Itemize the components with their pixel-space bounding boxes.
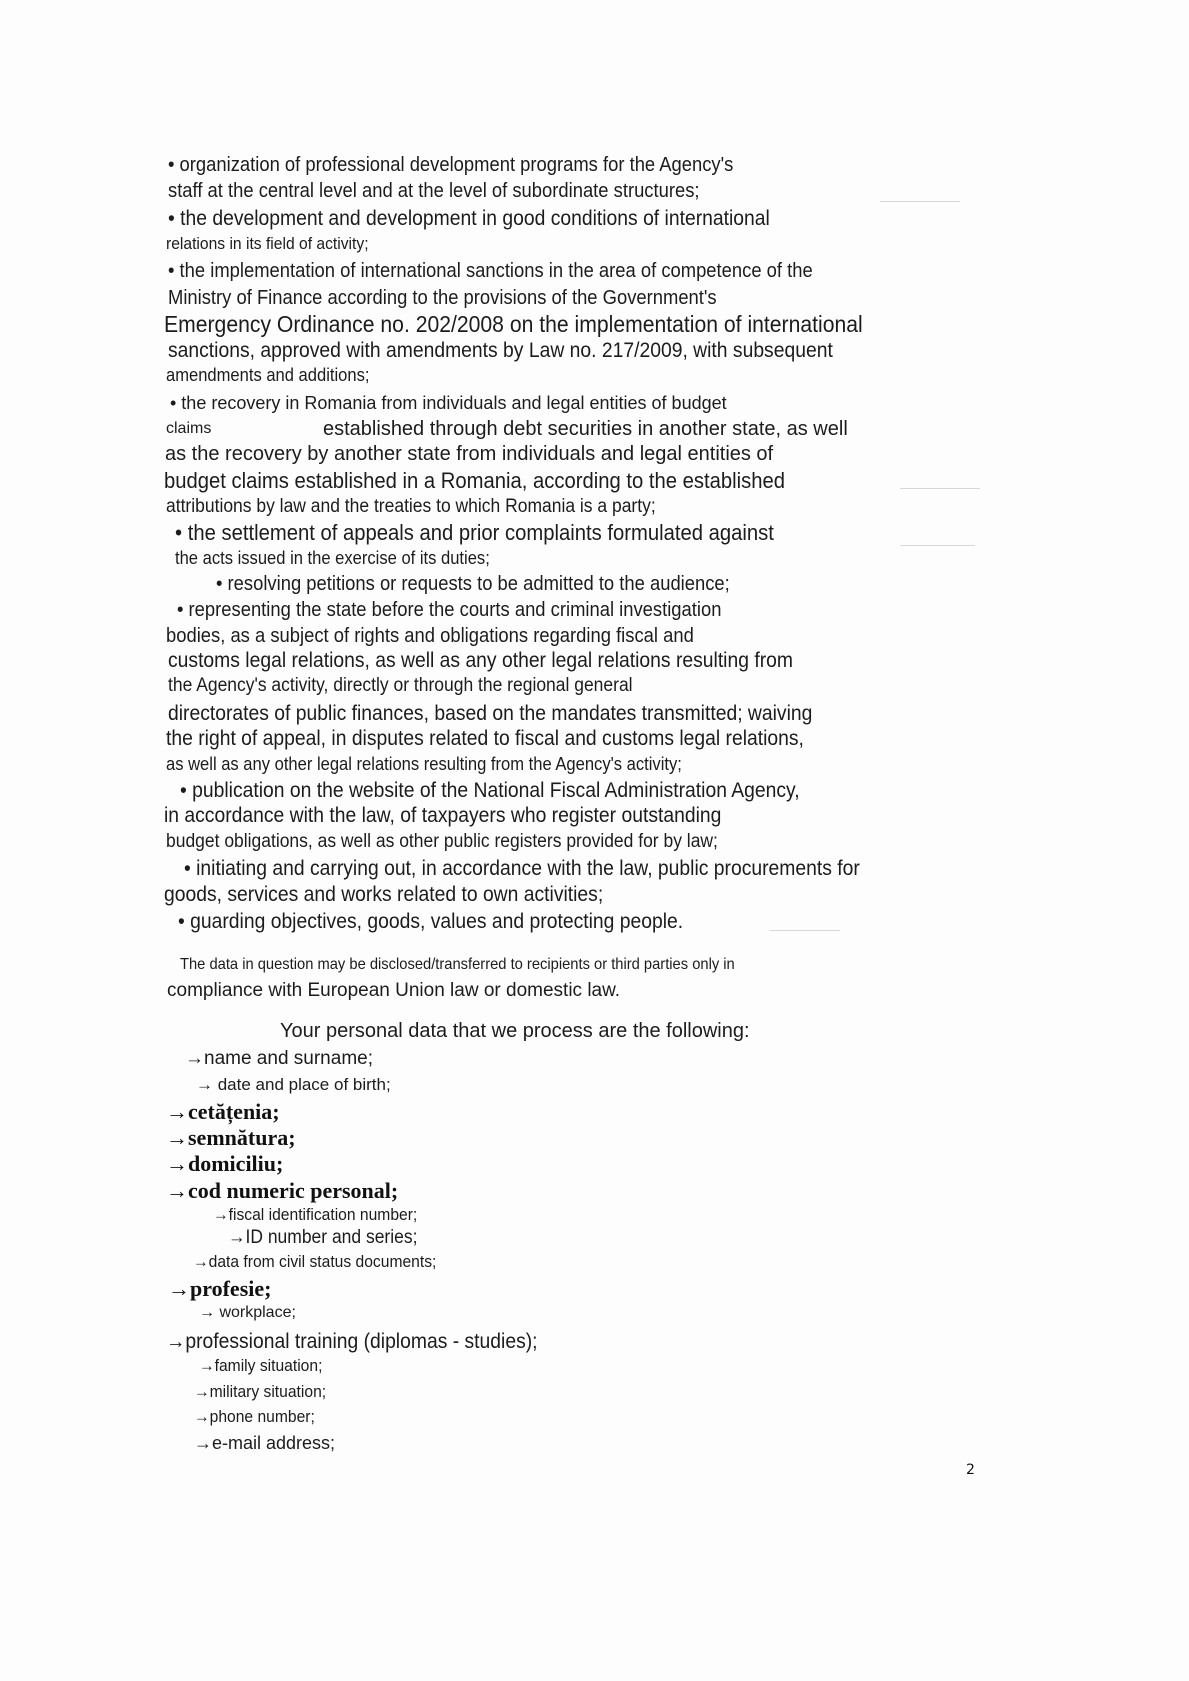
text-line: relations in its field of activity; — [166, 234, 369, 253]
personal-data-item: →data from civil status documents; — [193, 1252, 437, 1271]
personal-data-item: →phone number; — [194, 1407, 315, 1426]
text-line: Ministry of Finance according to the provisions of the Government's — [168, 287, 717, 309]
personal-data-item: → date and place of birth; — [196, 1075, 391, 1094]
personal-data-item: →family situation; — [199, 1356, 323, 1375]
text-line: • the implementation of international sanctions in the area of competence of the — [168, 260, 813, 282]
personal-data-item: → workplace; — [199, 1304, 296, 1321]
text-line: the acts issued in the exercise of its duties; — [175, 548, 490, 568]
text-line: in accordance with the law, of taxpayers who register outstanding — [164, 804, 722, 827]
text-line: amendments and additions; — [166, 365, 370, 385]
personal-data-item: →domiciliu; — [166, 1151, 284, 1176]
text-line: • the settlement of appeals and prior complaints formulated against — [175, 520, 774, 545]
personal-data-item: →ID number and series; — [228, 1227, 418, 1248]
disclosure-line-1: The data in question may be disclosed/transferred to recipients or third parties only in — [180, 956, 735, 973]
text-line: customs legal relations, as well as any other legal relations resulting from — [168, 649, 793, 672]
text-line: • organization of professional development programs for the Agency's — [168, 154, 734, 176]
text-line: sanctions, approved with amendments by Law no. 217/2009, with subsequent — [168, 339, 833, 362]
text-line: as well as any other legal relations resulting from the Agency's activity; — [166, 754, 682, 774]
text-line: • the recovery in Romania from individuals and legal entities of budget — [170, 393, 727, 413]
personal-data-item: →semnătura; — [166, 1125, 296, 1150]
personal-data-item: →profesie; — [168, 1276, 272, 1301]
text-line: established through debt securities in another state, as well — [323, 418, 848, 440]
text-line: claims — [166, 420, 212, 437]
personal-data-item: →e-mail address; — [194, 1433, 336, 1453]
text-line: attributions by law and the treaties to which Romania is a party; — [166, 496, 656, 517]
text-line: • publication on the website of the National Fiscal Administration Agency, — [180, 779, 800, 802]
text-line: Emergency Ordinance no. 202/2008 on the implementation of international — [164, 311, 863, 337]
text-line: as the recovery by another state from individuals and legal entities of — [165, 443, 774, 465]
personal-data-item: →name and surname; — [185, 1048, 373, 1069]
text-line: • guarding objectives, goods, values and protecting people. — [178, 910, 684, 933]
scan-artifact — [900, 545, 975, 546]
text-line: • the development and development in good conditions of international — [168, 207, 770, 230]
personal-data-item: →fiscal identification number; — [213, 1205, 418, 1224]
personal-data-item: →cetățenia; — [166, 1099, 280, 1124]
personal-data-item: →professional training (diplomas - studies); — [166, 1330, 538, 1353]
text-line: goods, services and works related to own activities; — [164, 883, 604, 906]
disclosure-line-2: compliance with European Union law or domestic law. — [167, 980, 621, 1001]
personal-data-item: →cod numeric personal; — [166, 1178, 399, 1203]
personal-data-heading: Your personal data that we process are the following: — [280, 1020, 750, 1042]
text-line: the right of appeal, in disputes related to fiscal and customs legal relations, — [166, 727, 804, 750]
text-line: budget obligations, as well as other public registers provided for by law; — [166, 831, 718, 852]
text-line: • resolving petitions or requests to be admitted to the audience; — [216, 573, 730, 595]
text-line: • initiating and carrying out, in accordance with the law, public procurements for — [184, 857, 860, 880]
scan-artifact — [880, 201, 960, 202]
text-line: budget claims established in a Romania, according to the established — [164, 468, 786, 493]
scan-artifact — [900, 488, 980, 489]
text-line: • representing the state before the courts and criminal investigation — [177, 599, 722, 621]
text-line: directorates of public finances, based on the mandates transmitted; waiving — [168, 702, 813, 725]
scan-artifact — [770, 930, 840, 931]
text-line: the Agency's activity, directly or through the regional general — [168, 675, 633, 696]
page-number: 2 — [966, 1462, 975, 1478]
personal-data-item: →military situation; — [194, 1382, 327, 1401]
text-line: bodies, as a subject of rights and obligations regarding fiscal and — [166, 625, 694, 647]
text-line: staff at the central level and at the level of subordinate structures; — [168, 180, 700, 202]
